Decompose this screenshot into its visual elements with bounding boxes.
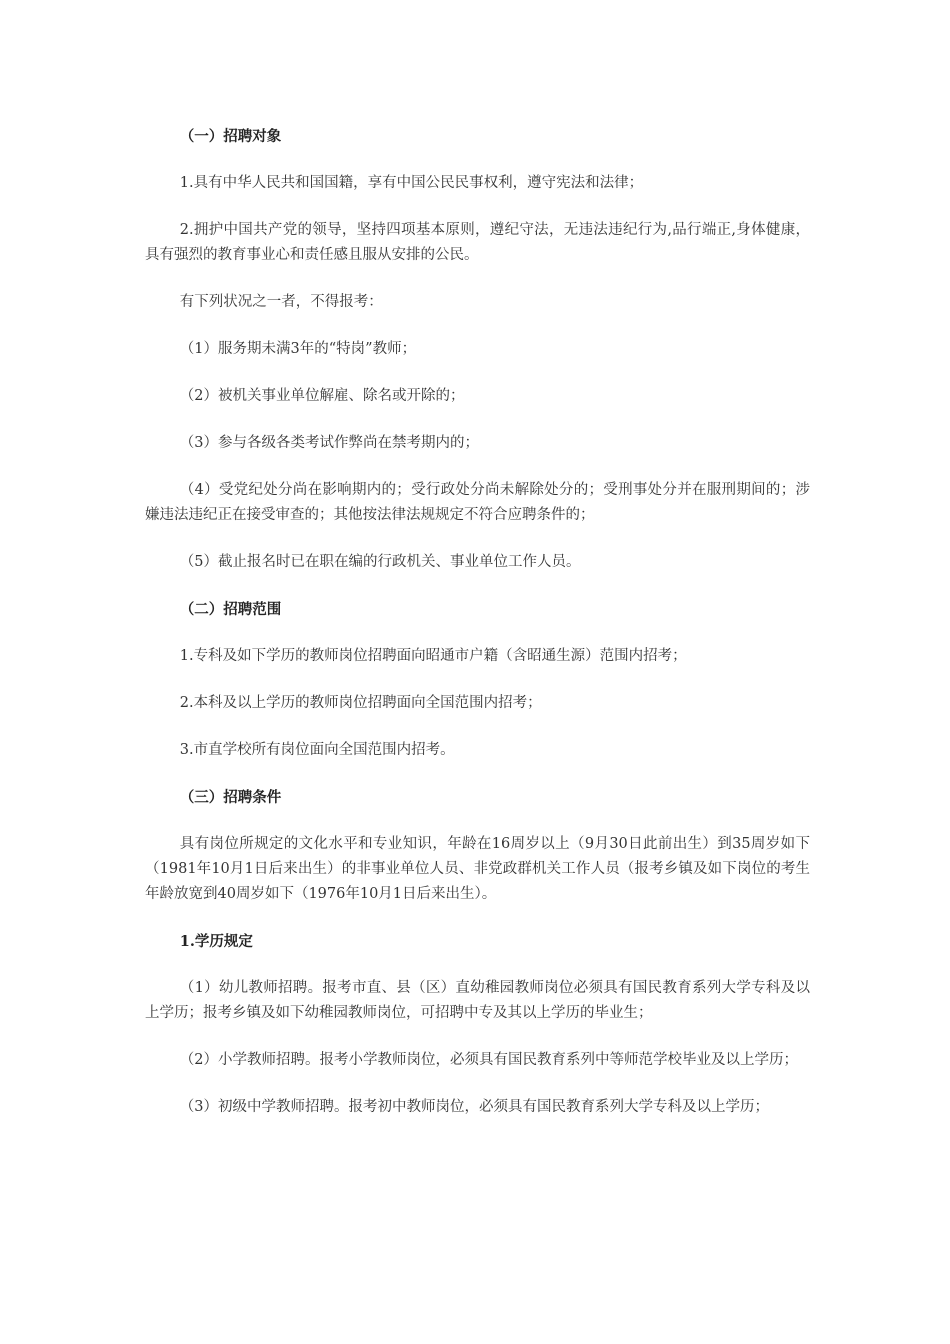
paragraph-age-requirement: 具有岗位所规定的文化水平和专业知识，年龄在16周岁以上（9月30日此前出生）到35周岁如下（1981年10月1日后来出生）的非事业单位人员、非党政群机关工作人员（报考乡镇及如下岗位的考生年龄放宽到40周岁如下（1976年10月1日后来出生）。 [145, 836, 810, 902]
paragraph-party-support: 2.拥护中国共产党的领导，坚持四项基本原则，遵纪守法，无违法违纪行为,品行端正,身体健康，具有强烈的教育事业心和责任感且服从安排的公民。 [145, 222, 810, 263]
paragraph-ineligible-intro: 有下列状况之一者，不得报考： [179, 294, 383, 310]
section-heading-recruitment-targets: （一）招聘对象 [179, 128, 282, 145]
paragraph-scope-1: 1.专科及如下学历的教师岗位招聘面向昭通市户籍（含昭通生源）范围内招考； [179, 648, 687, 664]
section-heading-recruitment-conditions: （三）招聘条件 [179, 789, 282, 806]
paragraph-ineligible-1: （1）服务期未满3年的“特岗”教师； [179, 341, 417, 357]
paragraph-ineligible-2: （2）被机关事业单位解雇、除名或开除的； [179, 388, 465, 404]
paragraph-ineligible-4: （4）受党纪处分尚在影响期内的；受行政处分尚未解除处分的；受刑事处分并在服刑期间的；涉嫌违法违纪正在接受审查的；其他按法律法规规定不符合应聘条件的； [145, 482, 810, 523]
paragraph-education-primary: （2）小学教师招聘。报考小学教师岗位，必须具有国民教育系列中等师范学校毕业及以上学历； [179, 1052, 799, 1068]
paragraph-scope-3: 3.市直学校所有岗位面向全国范围内招考。 [179, 742, 455, 758]
section-heading-recruitment-scope: （二）招聘范围 [179, 601, 282, 618]
document-body [145, 124, 810, 1120]
paragraph-scope-2: 2.本科及以上学历的教师岗位招聘面向全国范围内招考； [179, 695, 542, 711]
paragraph-ineligible-5: （5）截止报名时已在职在编的行政机关、事业单位工作人员。 [179, 554, 581, 570]
paragraph-nationality: 1.具有中华人民共和国国籍，享有中国公民民事权利，遵守宪法和法律； [179, 175, 644, 191]
paragraph-education-junior-middle: （3）初级中学教师招聘。报考初中教师岗位，必须具有国民教育系列大学专科及以上学历； [179, 1099, 770, 1115]
paragraph-education-kindergarten: （1）幼儿教师招聘。报考市直、县（区）直幼稚园教师岗位必须具有国民教育系列大学专科及以上学历；报考乡镇及如下幼稚园教师岗位，可招聘中专及其以上学历的毕业生； [145, 980, 810, 1021]
subsection-heading-education: 1.学历规定 [179, 933, 253, 950]
paragraph-ineligible-3: （3）参与各级各类考试作弊尚在禁考期内的； [179, 435, 480, 451]
